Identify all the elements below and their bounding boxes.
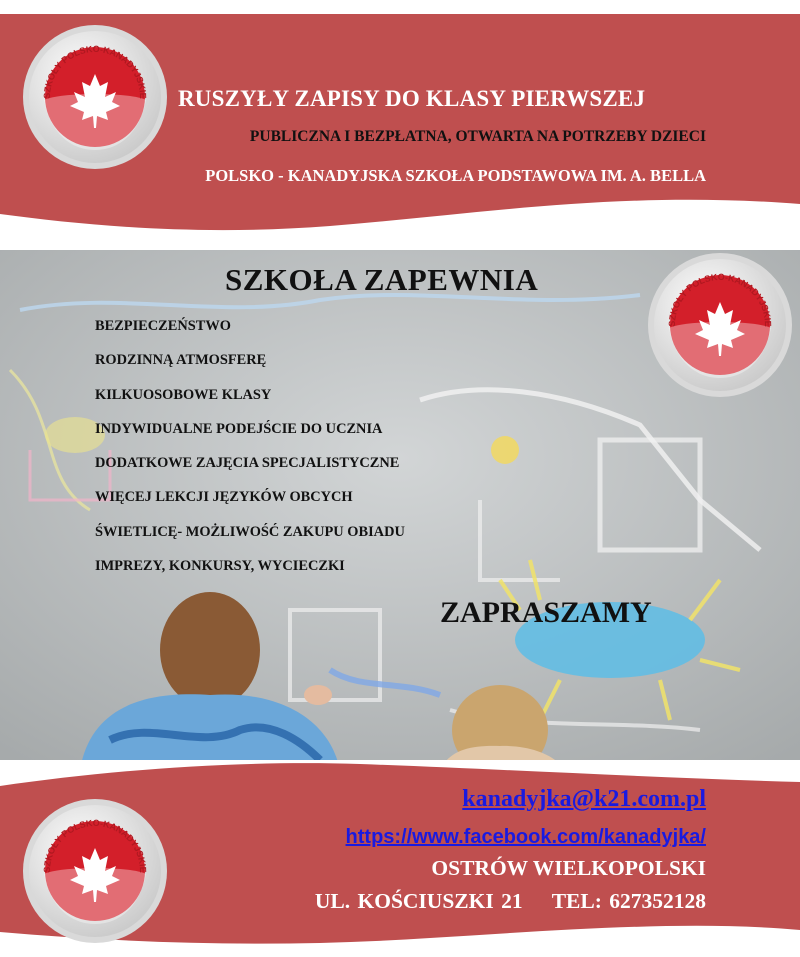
list-item: WIĘCEJ LEKCJI JĘZYKÓW OBCYCH — [95, 489, 353, 506]
list-item: ŚWIETLICĘ- MOŻLIWOŚĆ ZAKUPU OBIADU — [95, 523, 405, 540]
school-logo-bottom — [20, 796, 170, 946]
svg-text:SZKOŁY POLSKO-KANADYJSKIE: SZKOŁY POLSKO-KANADYJSKIE — [666, 271, 774, 327]
list-item: BEZPIECZEŃSTWO — [95, 318, 231, 334]
city-text: OSTRÓW WIELKOPOLSKI — [431, 856, 706, 880]
invitation-text: ZAPRASZAMY — [440, 596, 652, 629]
list-item: INDYWIDUALNE PODEJŚCIE DO UCZNIA — [95, 420, 383, 437]
list-item: DODATKOWE ZAJĘCIA SPECJALISTYCZNE — [95, 455, 400, 472]
list-item: KILKUOSOBOWE KLASY — [95, 386, 272, 403]
offer-list — [95, 316, 405, 590]
public-free-subtitle: PUBLICZNA I BEZPŁATNA, OTWARTA NA POTRZEBY DZIECI — [249, 128, 706, 145]
email-link[interactable]: kanadyjka@k21.com.pl — [462, 786, 706, 812]
address-phone-text: UL. KOŚCIUSZKI 21 TEL: 627352128 — [314, 889, 706, 913]
svg-text:SZKOŁY POLSKO-KANADYJSKIE: SZKOŁY POLSKO-KANADYJSKIE — [41, 43, 149, 99]
offer-heading: SZKOŁA ZAPEWNIA — [225, 262, 539, 297]
school-logo-middle — [645, 250, 795, 400]
list-item: IMPREZY, KONKURSY, WYCIECZKI — [95, 558, 345, 575]
school-logo-top — [20, 22, 170, 172]
enrollment-headline: RUSZYŁY ZAPISY DO KLASY PIERWSZEJ — [178, 86, 646, 111]
school-name: POLSKO - KANADYJSKA SZKOŁA PODSTAWOWA IM. A. BELLA — [205, 166, 706, 185]
svg-text:SZKOŁY POLSKO-KANADYJSKIE: SZKOŁY POLSKO-KANADYJSKIE — [41, 817, 149, 873]
facebook-link[interactable]: https://www.facebook.com/kanadyjka/ — [345, 826, 706, 848]
list-item: RODZINNĄ ATMOSFERĘ — [95, 352, 267, 369]
